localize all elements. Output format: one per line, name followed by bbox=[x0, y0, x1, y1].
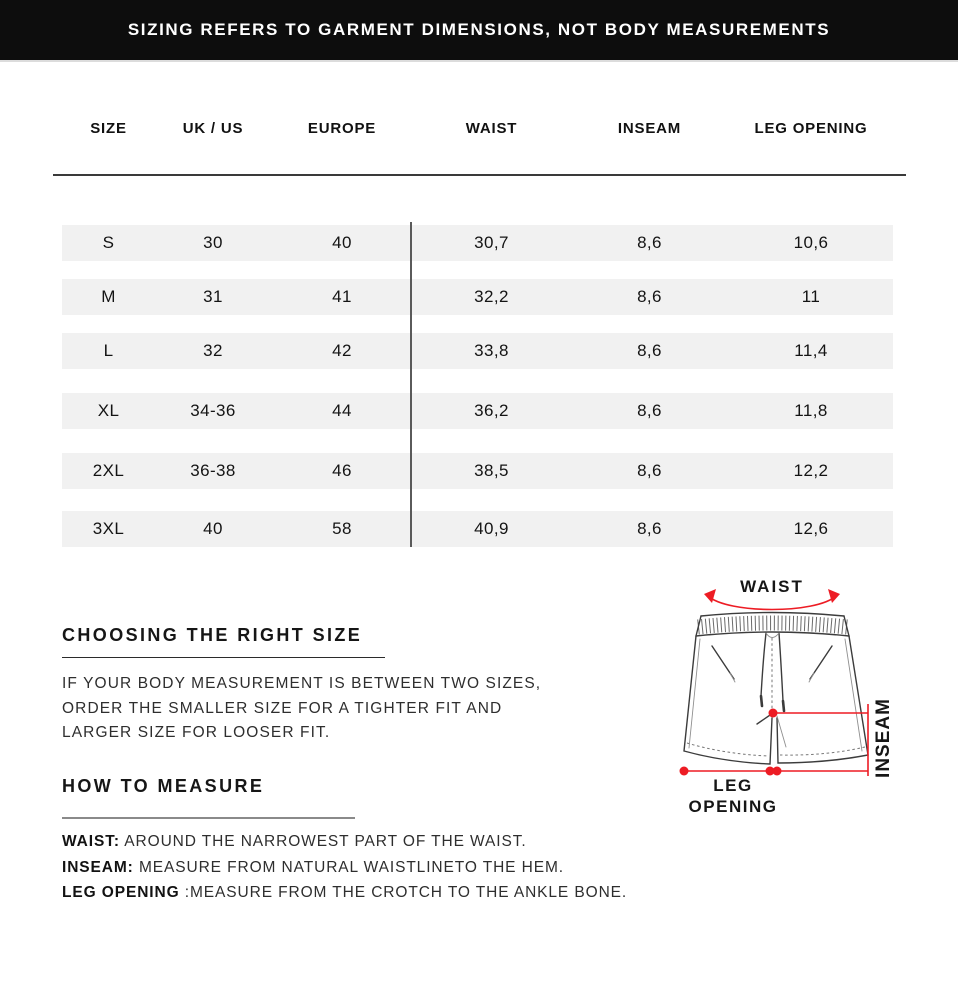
table-cell: 8,6 bbox=[637, 233, 662, 252]
banner-text: SIZING REFERS TO GARMENT DIMENSIONS, NOT BODY MEASUREMENTS bbox=[127, 20, 831, 39]
inseam-measure-line bbox=[769, 704, 869, 776]
table-cell: 8,6 bbox=[637, 461, 662, 480]
column-header: EUROPE bbox=[307, 120, 377, 137]
table-cell: 36,2 bbox=[474, 401, 509, 420]
table-cell: 31 bbox=[203, 287, 223, 306]
choosing-text-line: IF YOUR BODY MEASUREMENT IS BETWEEN TWO SIZES, bbox=[62, 675, 542, 692]
diagram-leg-opening-line2: OPENING bbox=[688, 797, 778, 816]
table-row bbox=[62, 225, 893, 261]
table-row bbox=[62, 279, 893, 315]
drawstring-left bbox=[761, 633, 766, 696]
measure-instruction bbox=[62, 855, 682, 881]
size-table-body bbox=[62, 225, 893, 547]
column-header: UK / US bbox=[182, 120, 244, 137]
table-cell: L bbox=[103, 341, 114, 360]
choosing-text bbox=[62, 672, 622, 746]
column-header: SIZE bbox=[90, 120, 127, 137]
table-cell: 8,6 bbox=[637, 519, 662, 538]
drawstring-right bbox=[779, 633, 783, 701]
table-row bbox=[62, 511, 893, 547]
table-cell: 32,2 bbox=[474, 287, 509, 306]
diagram-leg-opening-line1: LEG bbox=[713, 776, 753, 795]
measure-description: MEASURE FROM NATURAL WAISTLINETO THE HEM. bbox=[133, 858, 564, 876]
table-cell: 34-36 bbox=[190, 401, 236, 420]
table-cell: 11 bbox=[801, 287, 821, 306]
table-cell: 11,4 bbox=[794, 341, 828, 360]
column-header: WAIST bbox=[465, 120, 518, 137]
table-cell: 58 bbox=[332, 519, 352, 538]
measure-heading: HOW TO MEASURE bbox=[62, 776, 265, 796]
table-cell: 38,5 bbox=[474, 461, 509, 480]
table-header-rule bbox=[53, 174, 906, 176]
choosing-heading-rule bbox=[62, 657, 385, 658]
measure-section bbox=[62, 776, 682, 906]
table-row bbox=[62, 453, 893, 489]
table-cell: 3XL bbox=[92, 519, 125, 538]
measure-term: WAIST: bbox=[62, 833, 120, 850]
table-cell: 12,2 bbox=[793, 461, 829, 480]
choosing-section bbox=[62, 625, 622, 746]
table-cell: 32 bbox=[203, 341, 223, 360]
shorts-diagram bbox=[660, 570, 958, 820]
table-cell: 8,6 bbox=[637, 341, 662, 360]
column-header: LEG OPENING bbox=[754, 120, 868, 137]
measure-instruction bbox=[62, 829, 682, 855]
diagram-inseam-label: INSEAM bbox=[873, 698, 894, 778]
table-row bbox=[62, 333, 893, 369]
measure-heading-rule bbox=[62, 817, 355, 819]
table-cell: 40 bbox=[203, 519, 223, 538]
table-cell: 8,6 bbox=[637, 401, 662, 420]
table-cell: 44 bbox=[332, 401, 352, 420]
table-cell: 36-38 bbox=[190, 461, 236, 480]
table-cell: 33,8 bbox=[474, 341, 509, 360]
choosing-text-line: ORDER THE SMALLER SIZE FOR A TIGHTER FIT AND bbox=[62, 699, 503, 717]
table-cell: 8,6 bbox=[637, 287, 662, 306]
measure-term: LEG OPENING bbox=[62, 884, 180, 901]
table-cell: 40 bbox=[332, 233, 352, 252]
table-cell: 30,7 bbox=[474, 233, 509, 252]
table-cell: XL bbox=[97, 401, 120, 420]
table-cell: 40,9 bbox=[474, 519, 509, 538]
table-row bbox=[62, 393, 893, 429]
choosing-text-line: LARGER SIZE FOR LOOSER FIT. bbox=[62, 724, 331, 741]
diagram-waist-label: WAIST bbox=[740, 577, 804, 596]
table-cell: M bbox=[101, 287, 116, 306]
measure-point bbox=[769, 709, 778, 718]
shorts-outline bbox=[684, 613, 868, 765]
table-cell: 46 bbox=[332, 461, 352, 480]
measure-description: :MEASURE FROM THE CROTCH TO THE ANKLE BONE. bbox=[179, 884, 628, 901]
measure-description: AROUND THE NARROWEST PART OF THE WAIST. bbox=[119, 833, 527, 850]
table-cell: 30 bbox=[203, 233, 223, 252]
table-cell: 10,6 bbox=[793, 233, 829, 252]
banner bbox=[0, 0, 958, 62]
measure-list bbox=[62, 829, 682, 906]
table-cell: 41 bbox=[332, 287, 352, 306]
table-vertical-divider bbox=[410, 222, 412, 547]
table-cell: 42 bbox=[332, 341, 352, 360]
table-cell: 11,8 bbox=[794, 401, 828, 420]
measure-instruction bbox=[62, 880, 682, 906]
column-header: INSEAM bbox=[617, 120, 682, 137]
table-cell: S bbox=[102, 233, 115, 252]
table-cell: 12,6 bbox=[793, 519, 829, 538]
diagram-leg-opening-label bbox=[663, 775, 803, 817]
choosing-heading: CHOOSING THE RIGHT SIZE bbox=[62, 625, 363, 645]
measure-term: INSEAM: bbox=[62, 858, 134, 876]
size-table-header bbox=[62, 118, 893, 140]
table-cell: 2XL bbox=[92, 461, 125, 480]
